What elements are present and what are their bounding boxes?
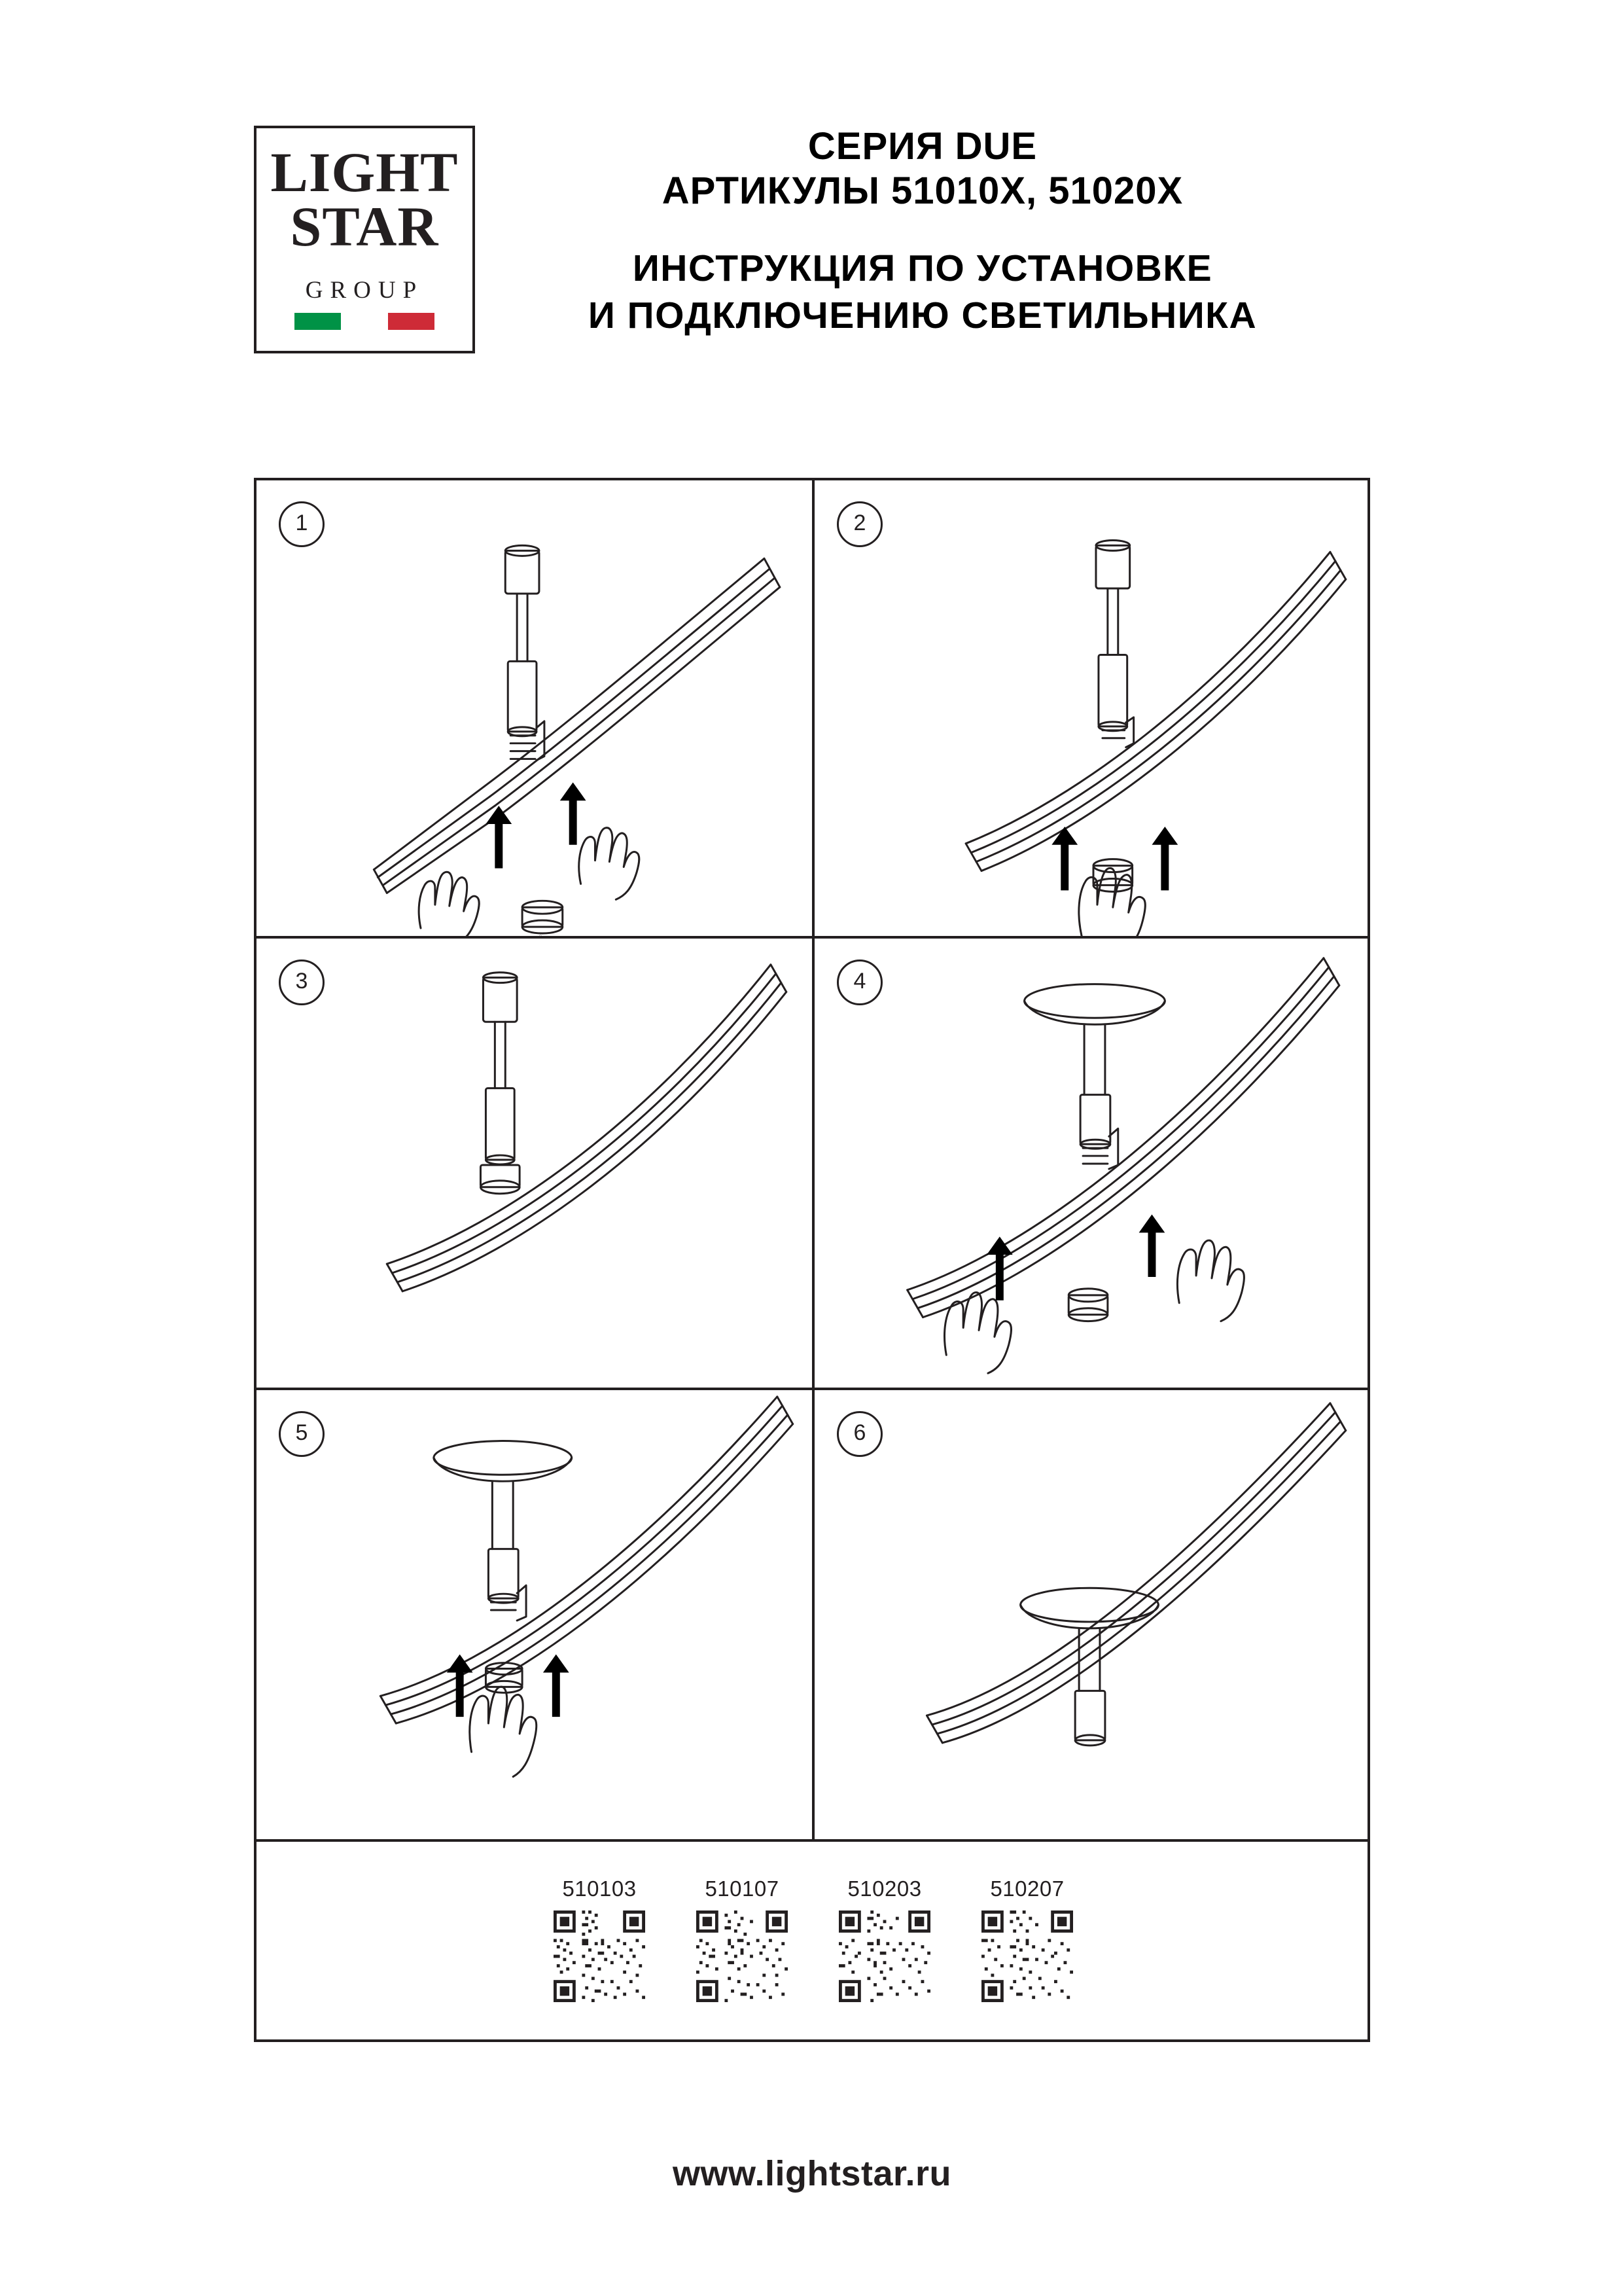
step-panel-4 [815, 939, 1370, 1390]
instruction-title-line1: ИНСТРУКЦИЯ ПО УСТАНОВКЕ [632, 247, 1213, 289]
website-url[interactable]: www.lightstar.ru [672, 2154, 952, 2193]
logo-line-star: STAR [290, 194, 439, 258]
step-number-badge: 2 [837, 501, 883, 547]
qr-label: 510203 [847, 1876, 922, 1901]
step-number-badge: 1 [279, 501, 325, 547]
qr-code-icon [554, 1910, 645, 2002]
instruction-title-line2: И ПОДКЛЮЧЕНИЮ СВЕТИЛЬНИКА [588, 294, 1258, 336]
qr-code-icon [981, 1910, 1073, 2002]
qr-item [956, 1876, 1099, 2005]
qr-label: 510207 [990, 1876, 1065, 1901]
qr-item [813, 1876, 956, 2005]
qr-code-icon [839, 1910, 930, 2002]
page-header [0, 118, 1624, 393]
series-title: СЕРИЯ DUE [807, 125, 1038, 168]
step-illustration-6 [815, 1390, 1370, 1839]
logo-group-label: GROUP [305, 277, 424, 304]
title-block [458, 118, 1387, 340]
step-panel-2 [815, 480, 1370, 939]
logo-wordmark [256, 141, 472, 258]
flag-stripe-red [388, 313, 434, 330]
step-illustration-2 [815, 480, 1370, 936]
step-illustration-4 [815, 939, 1370, 1388]
qr-item [528, 1876, 671, 2005]
step-number-badge: 3 [279, 960, 325, 1005]
instruction-title [458, 245, 1387, 340]
article-numbers: АРТИКУЛЫ 51010X, 51020X [662, 170, 1184, 213]
step-illustration-3 [256, 939, 812, 1388]
qr-label: 510107 [705, 1876, 779, 1901]
step-panel-6 [815, 1390, 1370, 1842]
logo-line-light: LIGHT [270, 141, 459, 204]
qr-label: 510103 [562, 1876, 637, 1901]
step-number-badge: 5 [279, 1411, 325, 1457]
instruction-step-grid [254, 478, 1370, 2042]
step-number-badge: 4 [837, 960, 883, 1005]
qr-code-icon [696, 1910, 788, 2002]
step-panel-5 [256, 1390, 815, 1842]
qr-code-list [256, 1842, 1370, 2039]
step-number-badge: 6 [837, 1411, 883, 1457]
italian-flag-icon [294, 313, 434, 330]
flag-stripe-white [341, 313, 387, 330]
flag-stripe-green [294, 313, 341, 330]
brand-logo [254, 126, 475, 353]
qr-code-footer [256, 1842, 1370, 2039]
qr-item [671, 1876, 813, 2005]
step-panel-3 [256, 939, 815, 1390]
step-illustration-5 [256, 1390, 812, 1839]
step-illustration-1 [256, 480, 812, 936]
step-panel-1 [256, 480, 815, 939]
